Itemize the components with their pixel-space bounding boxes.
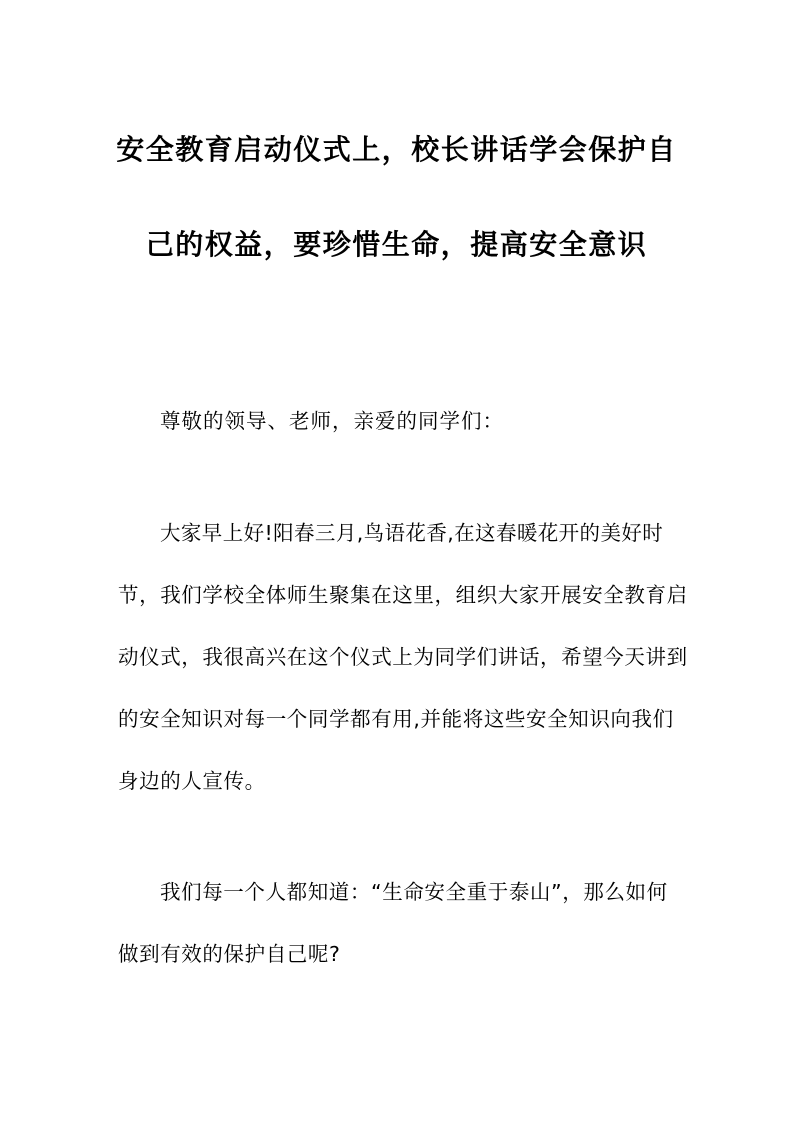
paragraph-1-line-4: 的安全知识对每一个同学都有用,并能将这些安全知识向我们 [118, 707, 674, 731]
paragraph-1-line-2: 节，我们学校全体师生聚集在这里，组织大家开展安全教育启 [118, 583, 688, 607]
greeting: 尊敬的领导、老师，亲爱的同学们： [160, 409, 504, 433]
paragraph-2-line-1: 我们每一个人都知道：“生命安全重于泰山”，那么如何 [160, 880, 668, 904]
paragraph-1-line-1: 大家早上好!阳春三月,鸟语花香,在这春暖花开的美好时 [160, 521, 664, 545]
title-line-1: 安全教育启动仪式上，校长讲话学会保护自 [116, 133, 677, 166]
paragraph-1-line-5: 身边的人宣传。 [118, 769, 266, 793]
paragraph-1-line-3: 动仪式，我很高兴在这个仪式上为同学们讲话，希望今天讲到 [118, 645, 688, 669]
paragraph-2-line-2: 做到有效的保护自己呢? [118, 942, 341, 966]
title-line-2: 己的权益，要珍惜生命，提高安全意识 [145, 228, 648, 261]
